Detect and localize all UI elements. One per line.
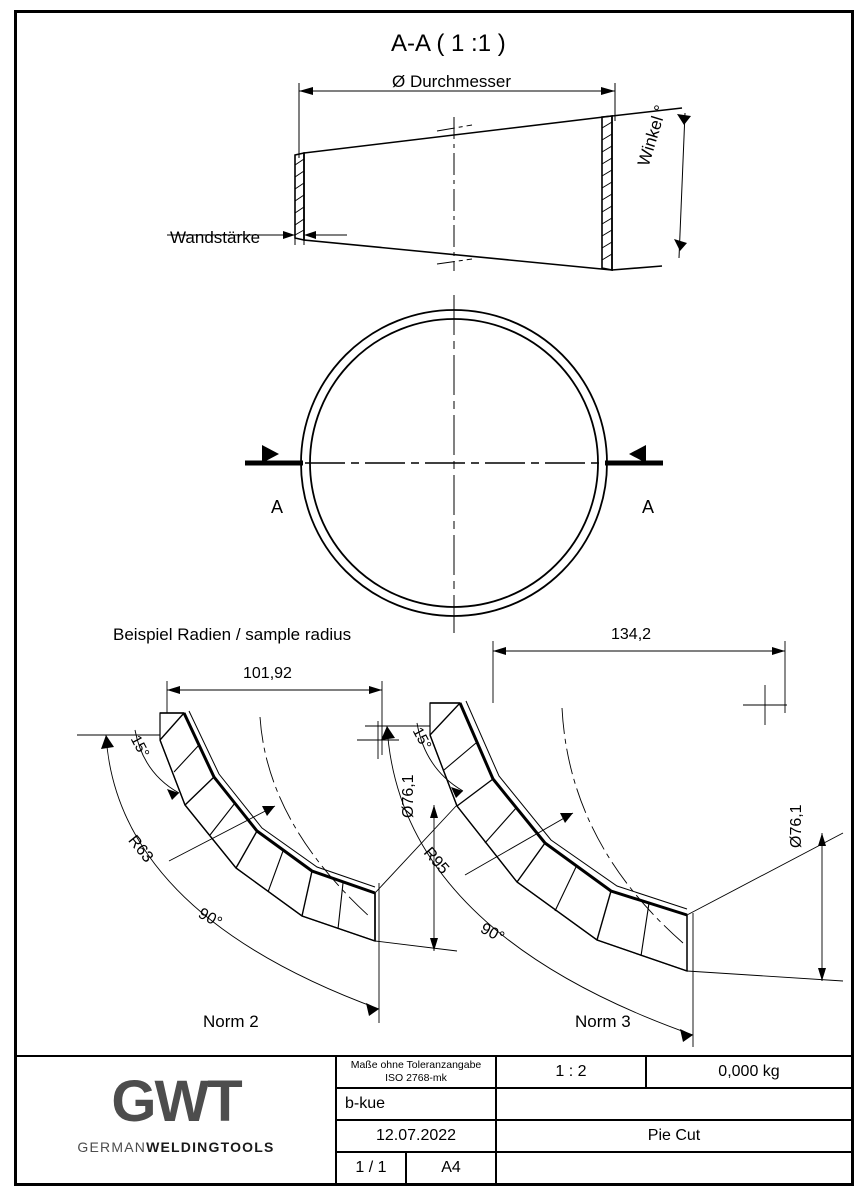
- section-arrow-right: [629, 445, 646, 463]
- norm2-segment-angle: 15°: [126, 732, 153, 761]
- norm3-tube-dia: Ø76,1: [788, 804, 805, 848]
- section-aa-geometry: [295, 108, 682, 270]
- flank-lower: [612, 266, 662, 270]
- norm2-wall-line: [189, 711, 375, 887]
- norm3-width-value: 134,2: [611, 626, 652, 643]
- norm2-center-cross: [357, 721, 399, 759]
- norm2-name: Norm 2: [203, 1012, 259, 1031]
- norm3-outer-facets: [460, 703, 687, 915]
- angle-label: Winkel °: [634, 102, 671, 169]
- dimension-angle: [674, 113, 691, 258]
- samples-heading: Beispiel Radien / sample radius: [113, 625, 352, 644]
- norm2-outer-facets: [184, 713, 375, 893]
- diameter-label: Ø Durchmesser: [392, 72, 512, 91]
- tolerance-note: [337, 1057, 497, 1087]
- norm2-width-value: 101,92: [243, 665, 292, 682]
- drawing-frame: [14, 10, 854, 1186]
- part-name-value: Pie Cut: [647, 1127, 701, 1144]
- norm3-radius: R95: [419, 844, 453, 878]
- norm2-tube-dia: Ø76,1: [400, 774, 417, 818]
- date-value: 12.07.2022: [337, 1121, 497, 1151]
- sample-norm2-geometry: [160, 711, 375, 941]
- title-block-row-1: [337, 1057, 851, 1089]
- norm2-radius: R63: [124, 832, 157, 866]
- mass-value: 0,000 kg: [718, 1063, 780, 1080]
- dimension-diameter: [299, 83, 615, 158]
- section-mark-right: A: [642, 497, 655, 517]
- tolerance-line-2: ISO 2768-mk: [385, 1072, 447, 1084]
- row2-empty-cell: [497, 1089, 851, 1119]
- technical-drawing-canvas: [17, 13, 851, 1183]
- wall-thickness-label: Wandstärke: [170, 228, 261, 247]
- norm3-center-cross: [743, 685, 787, 725]
- norm2-bend-angle: 90°: [195, 905, 225, 932]
- logo-cell: [17, 1057, 337, 1183]
- gwt-logo-subtitle: [17, 1139, 335, 1155]
- title-block: [17, 1055, 851, 1183]
- title-block-row-2: [337, 1089, 851, 1121]
- gwt-logo: GWT: [111, 1069, 241, 1134]
- tolerance-line-1: Maße ohne Toleranzangabe: [350, 1058, 482, 1071]
- norm3-bend-angle: 90°: [477, 920, 507, 947]
- title-block-row-4: [337, 1153, 851, 1183]
- norm2-outer-contour: [160, 713, 375, 941]
- format-value: A4: [407, 1153, 497, 1183]
- norm3-wall-line: [466, 701, 687, 909]
- drawn-by-value: b-kue: [337, 1089, 497, 1119]
- norm3-width-dimension: [493, 641, 785, 713]
- norm3-name: Norm 3: [575, 1012, 631, 1031]
- section-mark-left: A: [271, 497, 284, 517]
- row4-empty-cell: [497, 1153, 851, 1183]
- section-title: A-A ( 1 :1 ): [391, 30, 506, 57]
- sheet-value: 1 / 1: [337, 1153, 407, 1183]
- cone-outline: [304, 116, 612, 270]
- norm3-outer-contour: [430, 703, 687, 971]
- flank-upper: [612, 108, 682, 116]
- section-arrow-left: [262, 445, 279, 463]
- norm2-inner-facets-lower: [160, 740, 375, 941]
- cone-center-lines: [437, 117, 472, 271]
- norm3-segment-angle: 15°: [408, 724, 435, 753]
- logo-sub-pre: GERMAN: [77, 1139, 147, 1155]
- title-block-row-3: [337, 1121, 851, 1153]
- sample-norm3-geometry: [430, 701, 687, 971]
- norm3-dia-dimension: [687, 833, 843, 981]
- scale-value: 1 : 2: [497, 1057, 647, 1087]
- logo-sub-bold: WELDINGTOOLS: [146, 1139, 275, 1155]
- title-block-fields: [337, 1057, 851, 1183]
